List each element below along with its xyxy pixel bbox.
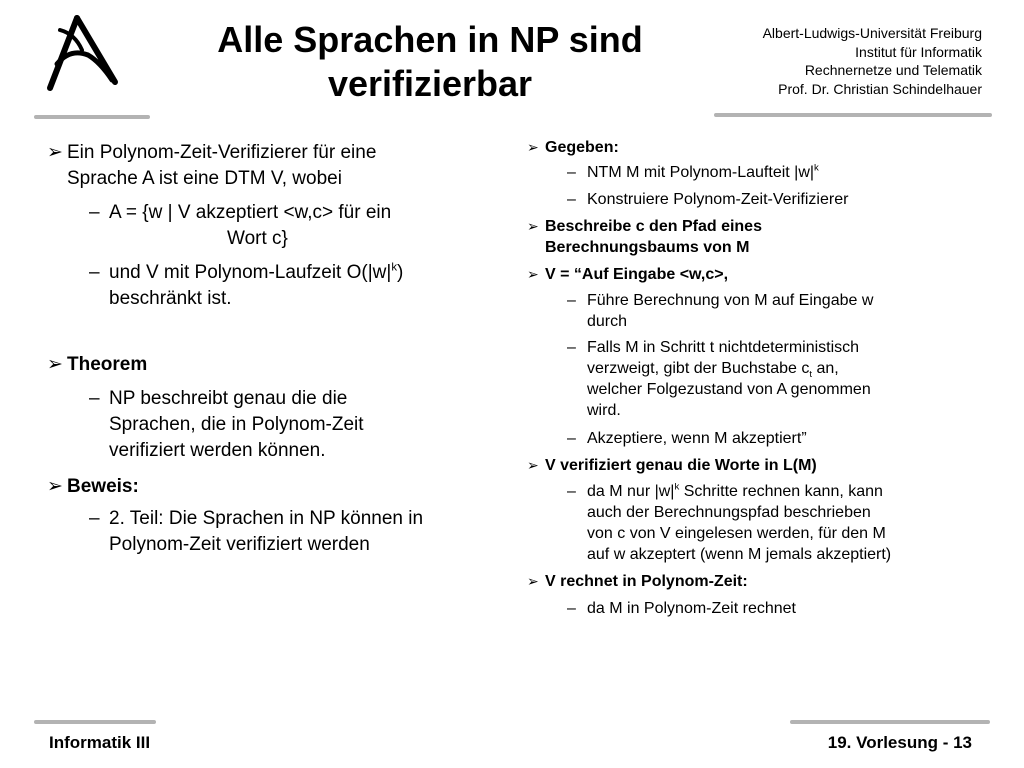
footer-lecture: 19. Vorlesung - 13 <box>827 733 972 752</box>
footer-rule-left <box>34 720 156 724</box>
subbullet-text: auf w akzeptert (wenn M jemals akzeptiert) <box>587 546 892 563</box>
title-line-2: verifizierbar <box>327 63 533 104</box>
subbullet-polytime-reason <box>567 598 796 619</box>
footer-rule-right <box>790 720 990 724</box>
bullet-heading: Beschreibe c den Pfad eines <box>545 218 762 235</box>
text-part: verzweigt, gibt der Buchstabe c <box>587 360 810 377</box>
text-part: da M nur |w| <box>587 483 675 500</box>
bullet-text: Sprache A ist eine DTM V, wobei <box>67 168 342 189</box>
arrowhead-bullet-icon: ➢ <box>527 573 539 589</box>
bullet-v-verifies <box>527 455 817 476</box>
text-part: Schritte rechnen kann, kann <box>679 483 883 500</box>
dash-bullet-icon: – <box>89 508 100 529</box>
university-logo <box>30 10 130 100</box>
dash-bullet-icon: – <box>567 483 576 500</box>
dash-bullet-icon: – <box>567 430 576 447</box>
bullet-verifier-definition <box>47 140 377 192</box>
subbullet-text <box>587 481 891 502</box>
arrowhead-bullet-icon: ➢ <box>47 354 63 375</box>
subbullet-text: Sprachen, die in Polynom-Zeit <box>109 414 364 435</box>
bullet-heading: V = “Auf Eingabe <w,c>, <box>545 266 729 283</box>
text-part: und V mit Polynom-Laufzeit O(|w| <box>109 262 392 283</box>
bullet-given <box>527 137 619 158</box>
subbullet-text: 2. Teil: Die Sprachen in NP können in <box>109 508 424 529</box>
dash-bullet-icon: – <box>567 191 576 208</box>
subbullet-polynomial-runtime <box>89 260 404 312</box>
subscript: t <box>809 369 813 381</box>
dash-bullet-icon: – <box>567 600 576 617</box>
subbullet-text: wird. <box>587 402 621 419</box>
dash-bullet-icon: – <box>89 388 100 409</box>
dash-bullet-icon: – <box>567 164 576 181</box>
subbullet-proof-part2 <box>89 506 424 558</box>
dash-bullet-icon: – <box>567 339 576 356</box>
superscript: k <box>814 162 819 174</box>
institution-line: Albert-Ludwigs-Universität Freiburg <box>762 25 982 41</box>
subbullet-text: von c von V eingelesen werden, für den M <box>587 525 886 542</box>
subbullet-text: beschränkt ist. <box>109 288 232 309</box>
bullet-heading: Beweis: <box>67 476 139 497</box>
dash-bullet-icon: – <box>89 262 100 283</box>
subbullet-text: verifiziert werden können. <box>109 440 326 461</box>
bullet-theorem <box>47 352 148 378</box>
dash-bullet-icon: – <box>567 292 576 309</box>
subbullet-text <box>587 358 871 379</box>
subbullet-accept <box>567 428 807 449</box>
footer-course: Informatik III <box>49 733 151 752</box>
text-part: NTM M mit Polynom-Laufteit |w| <box>587 164 815 181</box>
dash-bullet-icon: – <box>89 202 100 223</box>
subbullet-text: Polynom-Zeit verifiziert werden <box>109 534 370 555</box>
subbullet-language-definition <box>89 200 392 252</box>
text-part: an, <box>812 360 839 377</box>
subbullet-steps <box>567 481 892 565</box>
arrowhead-bullet-icon: ➢ <box>527 457 539 473</box>
bullet-heading: Theorem <box>67 354 148 375</box>
subbullet-text: A = {w | V akzeptiert <w,c> für ein <box>109 202 392 223</box>
subbullet-text: da M in Polynom-Zeit rechnet <box>587 600 796 617</box>
institution-block <box>763 24 982 98</box>
bullet-proof <box>47 474 139 500</box>
arrowhead-bullet-icon: ➢ <box>527 218 539 234</box>
page-title <box>180 18 680 106</box>
subbullet-text: Akzeptiere, wenn M akzeptiert” <box>587 430 807 447</box>
header-rule-left <box>34 115 150 119</box>
subbullet-text: auch der Berechnungspfad beschrieben <box>587 504 871 521</box>
subbullet-text: durch <box>587 313 628 330</box>
arrowhead-bullet-icon: ➢ <box>47 142 63 163</box>
bullet-describe-path <box>527 216 762 258</box>
arrowhead-bullet-icon: ➢ <box>527 139 539 155</box>
subbullet-text <box>109 260 403 286</box>
subbullet-text: NP beschreibt genau die die <box>109 388 348 409</box>
subbullet-ntm <box>567 162 819 183</box>
subbullet-text <box>587 162 819 183</box>
superscript: k <box>674 481 680 493</box>
subbullet-run-m <box>567 290 874 332</box>
bullet-polytime <box>527 571 748 592</box>
subbullet-nondeterministic <box>567 337 871 421</box>
arrowhead-bullet-icon: ➢ <box>47 476 63 497</box>
subbullet-text: Konstruiere Polynom-Zeit-Verifizierer <box>587 191 849 208</box>
bullet-heading: Gegeben: <box>545 139 619 156</box>
title-line-1: Alle Sprachen in NP sind <box>217 19 643 60</box>
arrowhead-bullet-icon: ➢ <box>527 266 539 282</box>
bullet-heading: V rechnet in Polynom-Zeit: <box>545 573 748 590</box>
header-rule-right <box>714 113 992 117</box>
institution-line: Institut für Informatik <box>855 43 982 60</box>
subbullet-text: welcher Folgezustand von A genommen <box>587 381 871 398</box>
superscript: k <box>391 261 398 274</box>
institution-line: Prof. Dr. Christian Schindelhauer <box>778 80 982 97</box>
bullet-v-definition <box>527 264 729 285</box>
bullet-heading: V verifiziert genau die Worte in L(M) <box>545 457 817 474</box>
text-part: ) <box>397 262 404 283</box>
bullet-text: Ein Polynom-Zeit-Verifizierer für eine <box>67 142 377 163</box>
subbullet-text: Wort c} <box>227 228 288 249</box>
subbullet-text: Führe Berechnung von M auf Eingabe w <box>587 292 874 309</box>
subbullet-text: Falls M in Schritt t nichtdeterministisch <box>587 339 860 356</box>
subbullet-construct-verifier <box>567 189 849 210</box>
bullet-heading: Berechnungsbaums von M <box>545 239 750 256</box>
institution-line: Rechnernetze und Telematik <box>804 62 982 78</box>
subbullet-np-description <box>89 386 364 464</box>
